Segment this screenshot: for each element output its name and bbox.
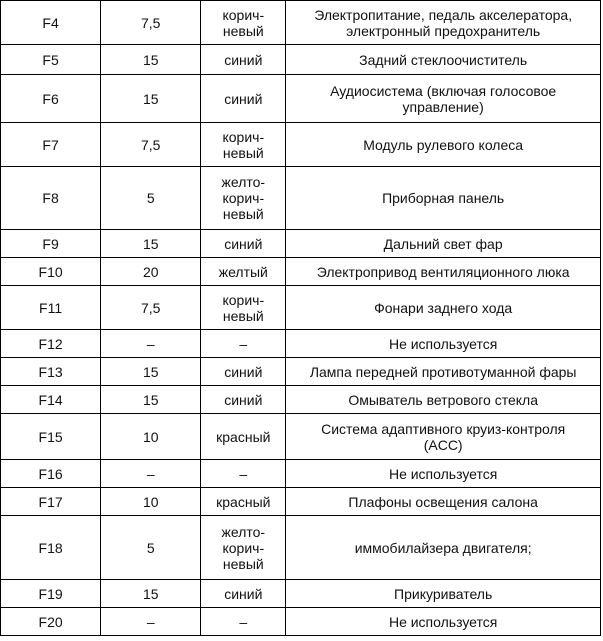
amperage-cell: 10 (101, 488, 201, 516)
table-row (1, 330, 601, 358)
table-row (1, 45, 601, 75)
purpose-cell: Лампа передней противотуманной фары (286, 358, 601, 386)
table-row (1, 258, 601, 286)
color-cell: синий (201, 230, 286, 258)
amperage-cell: 5 (101, 167, 201, 230)
fuse-id-cell: F4 (1, 1, 101, 45)
amperage-cell: – (101, 608, 201, 636)
fuse-id-cell: F8 (1, 167, 101, 230)
color-cell: красный (201, 488, 286, 516)
fuse-id-cell: F19 (1, 580, 101, 608)
table-row (1, 167, 601, 230)
amperage-cell: 15 (101, 386, 201, 414)
purpose-cell: иммобилайзера двигателя; (286, 516, 601, 580)
table-row (1, 414, 601, 460)
table-row (1, 230, 601, 258)
color-cell: красный (201, 414, 286, 460)
purpose-cell: Электропитание, педаль акселератора, электронный предохранитель (286, 1, 601, 45)
table-row (1, 580, 601, 608)
amperage-cell: 7,5 (101, 286, 201, 330)
fuse-id-cell: F6 (1, 75, 101, 123)
purpose-cell: Не используется (286, 460, 601, 488)
color-cell: – (201, 608, 286, 636)
purpose-cell: Система адаптивного круиз-контроля (ACC) (286, 414, 601, 460)
purpose-cell: Фонари заднего хода (286, 286, 601, 330)
amperage-cell: 15 (101, 580, 201, 608)
color-cell: желто- корич- невый (201, 167, 286, 230)
purpose-cell: Не используется (286, 608, 601, 636)
table-row (1, 488, 601, 516)
fuse-id-cell: F13 (1, 358, 101, 386)
color-cell: корич- невый (201, 1, 286, 45)
table-row (1, 286, 601, 330)
amperage-cell: 10 (101, 414, 201, 460)
color-cell: – (201, 330, 286, 358)
table-row (1, 608, 601, 636)
purpose-cell: Омыватель ветрового стекла (286, 386, 601, 414)
fuse-id-cell: F9 (1, 230, 101, 258)
amperage-cell: 15 (101, 45, 201, 75)
amperage-cell: 5 (101, 516, 201, 580)
color-cell: синий (201, 386, 286, 414)
color-cell: желтый (201, 258, 286, 286)
fuse-table-body (1, 1, 601, 636)
fuse-id-cell: F15 (1, 414, 101, 460)
amperage-cell: – (101, 460, 201, 488)
purpose-cell: Прикуриватель (286, 580, 601, 608)
amperage-cell: 15 (101, 75, 201, 123)
amperage-cell: – (101, 330, 201, 358)
fuse-id-cell: F18 (1, 516, 101, 580)
amperage-cell: 7,5 (101, 123, 201, 167)
purpose-cell: Электропривод вентиляционного люка (286, 258, 601, 286)
amperage-cell: 20 (101, 258, 201, 286)
color-cell: корич- невый (201, 123, 286, 167)
color-cell: корич- невый (201, 286, 286, 330)
fuse-id-cell: F7 (1, 123, 101, 167)
table-row (1, 1, 601, 45)
color-cell: – (201, 460, 286, 488)
purpose-cell: Модуль рулевого колеса (286, 123, 601, 167)
color-cell: синий (201, 580, 286, 608)
fuse-id-cell: F20 (1, 608, 101, 636)
purpose-cell: Плафоны освещения салона (286, 488, 601, 516)
purpose-cell: Задний стеклоочиститель (286, 45, 601, 75)
purpose-cell: Приборная панель (286, 167, 601, 230)
color-cell: синий (201, 45, 286, 75)
purpose-cell: Не используется (286, 330, 601, 358)
color-cell: синий (201, 75, 286, 123)
purpose-cell: Дальний свет фар (286, 230, 601, 258)
fuse-id-cell: F5 (1, 45, 101, 75)
fuse-id-cell: F12 (1, 330, 101, 358)
table-row (1, 75, 601, 123)
table-row (1, 123, 601, 167)
table-row (1, 516, 601, 580)
fuse-id-cell: F14 (1, 386, 101, 414)
amperage-cell: 15 (101, 358, 201, 386)
amperage-cell: 15 (101, 230, 201, 258)
fuse-id-cell: F10 (1, 258, 101, 286)
purpose-cell: Аудиосистема (включая голосовое управление) (286, 75, 601, 123)
table-row (1, 460, 601, 488)
fuse-id-cell: F11 (1, 286, 101, 330)
table-row (1, 358, 601, 386)
color-cell: желто- корич- невый (201, 516, 286, 580)
amperage-cell: 7,5 (101, 1, 201, 45)
fuse-id-cell: F16 (1, 460, 101, 488)
color-cell: синий (201, 358, 286, 386)
fuse-id-cell: F17 (1, 488, 101, 516)
table-row (1, 386, 601, 414)
